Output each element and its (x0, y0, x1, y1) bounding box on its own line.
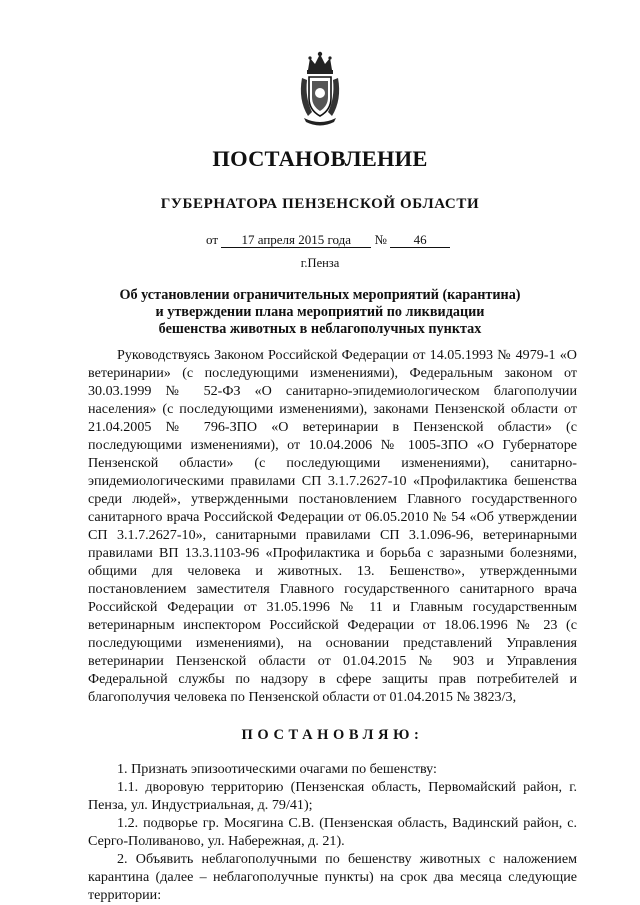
document-subtitle: ГУБЕРНАТОРА ПЕНЗЕНСКОЙ ОБЛАСТИ (160, 196, 480, 212)
item-2: 2. Объявить неблагополучными по бешенству животных с наложением карантина (далее – неблагополучные пункты) на срок два месяца следующие территории: (88, 851, 577, 903)
date-number-line (206, 232, 466, 248)
document-title: ПОСТАНОВЛЕНИЕ (212, 146, 428, 171)
document-date: 17 апреля 2015 года (221, 233, 371, 248)
document-number: 46 (390, 233, 450, 248)
item-1-1: 1.1. дворовую территорию (Пензенская область, Первомайский район, г. Пенза, ул. Индустриальная, д. 79/41); (88, 779, 577, 813)
item-1: 1. Признать эпизоотическими очагами по бешенству: (117, 761, 437, 777)
heading-line: и утверждении плана мероприятий по ликвидации (155, 304, 485, 320)
document-heading (80, 287, 560, 338)
heading-line: Об установлении ограничительных мероприятий (карантина) (119, 287, 521, 303)
preamble-paragraph: Руководствуясь Законом Российской Федерации от 14.05.1993 № 4979-1 «О ветеринарии» (с последующими изменениями), Федеральным законом от 30.03.1999 № 52-ФЗ «О санитарно-эпидемиологическом благополучии населения» (с последующими изменениями), законами Пензенской области от 21.04.2005 № 796-ЗПО «О ветеринарии в Пензенской области» (с последующими изменениями), от 10.04.2006 № 1005-ЗПО «О Губернаторе Пензенской области» (с последующими изменениями), санитарно-эпидемиологическими правилами СП 3.1.7.2627-10 «Профилактика бешенства среди людей», утвержденными постановлением Главного государственного санитарного врача Российской Федерации от 06.05.2010 № 54 «Об утверждении СП 3.1.7.2627-10», санитарными правилами СП 3.1.096-96, ветеринарными правилами ВП 13.3.1103-96 «Профилактика и борьба с заразными болезнями, общими для человека и животных. 13. Бешенство», утвержденными постановлением заместителя Главного государственного санитарного врача Российской Федерации от 31.05.1996 № 11 и Главным государственным ветеринарным инспектором Российской Федерации от 18.06.1996 № 23 (с последующими изменениями), на основании представлений Управления ветеринарии Пензенской области от 01.04.2015 № 903 и Управления Федеральной службы по надзору в сфере защиты прав потребителей и благополучия человека по Пензенской области от 01.04.2015 № 3823/3, (88, 347, 577, 705)
document-body (88, 346, 577, 904)
number-sign: № (374, 232, 387, 247)
coat-of-arms-icon (296, 50, 344, 128)
document-city: г.Пенза (300, 256, 340, 270)
heading-line: бешенства животных в неблагополучных пунктах (158, 321, 482, 337)
resolve-heading: ПОСТАНОВЛЯЮ: (241, 727, 424, 743)
date-prefix: от (206, 232, 219, 247)
item-1-2: 1.2. подворье гр. Мосягина С.В. (Пензенская область, Вадинский район, с. Серго-Поливаново, ул. Набережная, д. 21). (88, 815, 577, 849)
